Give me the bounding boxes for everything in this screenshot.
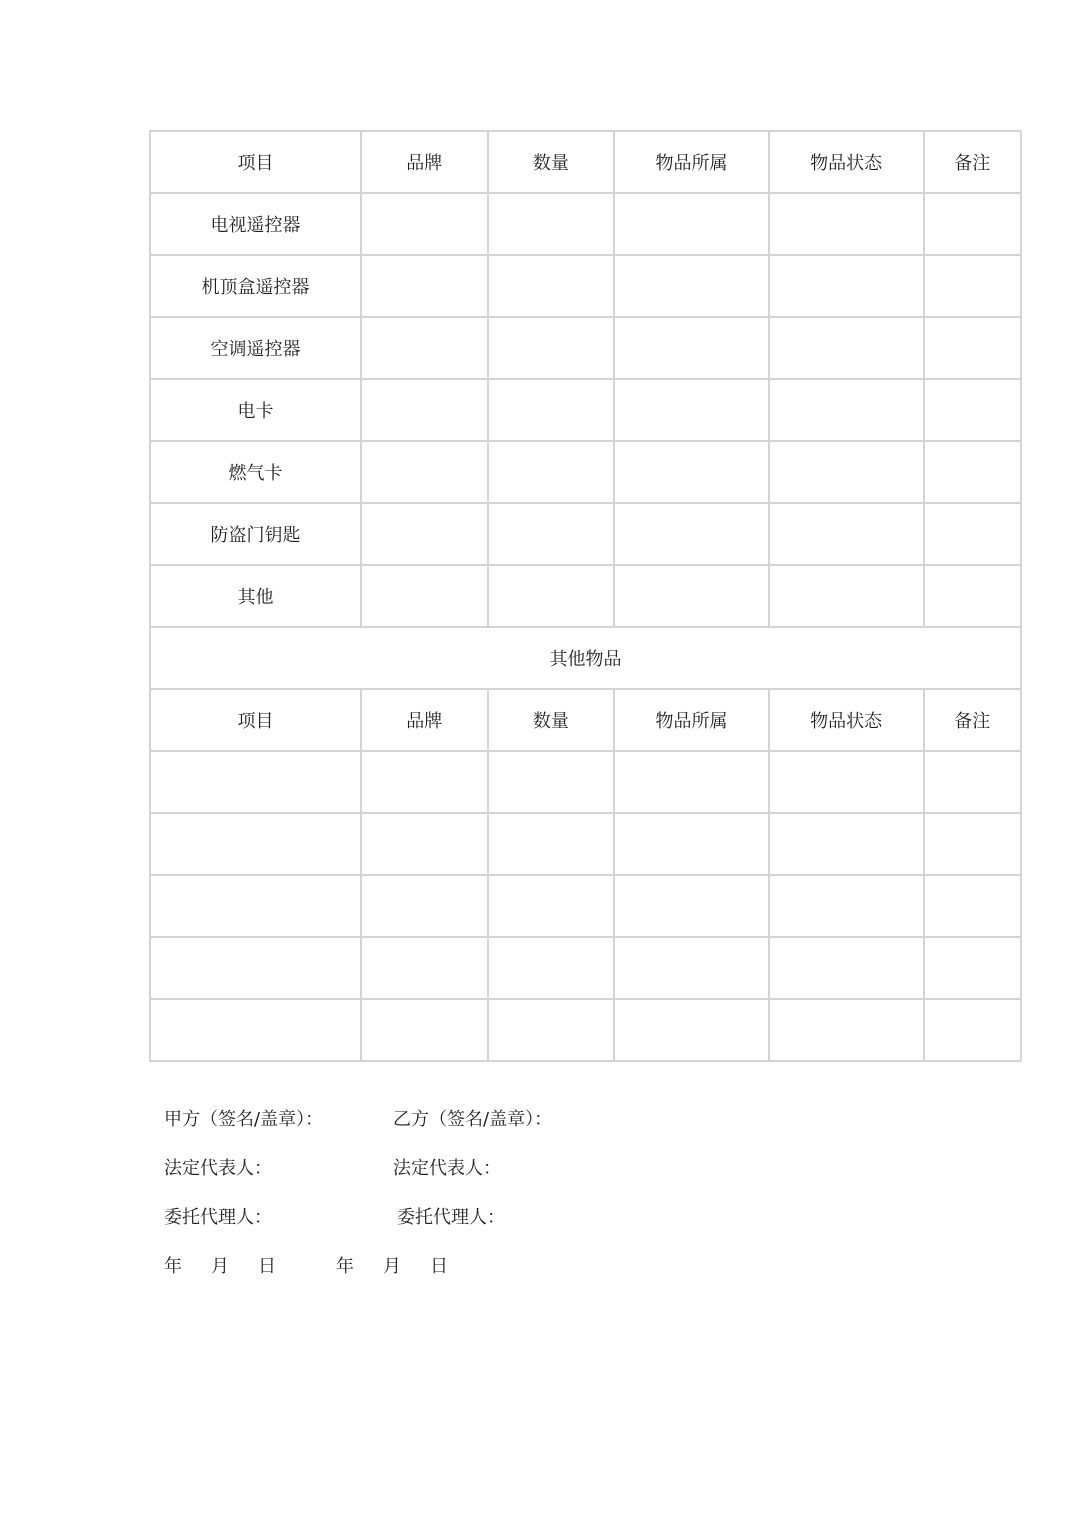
table-row — [150, 875, 1021, 937]
cell-owner[interactable] — [614, 751, 769, 813]
cell-owner[interactable] — [614, 255, 769, 317]
cell-status[interactable] — [769, 503, 924, 565]
cell-quantity[interactable] — [488, 937, 615, 999]
cell-status[interactable] — [769, 317, 924, 379]
cell-status[interactable] — [769, 813, 924, 875]
row-item-label: 电卡 — [150, 379, 361, 441]
header-quantity: 数量 — [488, 689, 615, 751]
cell-note[interactable] — [924, 379, 1021, 441]
header-note: 备注 — [924, 689, 1021, 751]
cell-note[interactable] — [924, 751, 1021, 813]
cell-brand[interactable] — [361, 503, 488, 565]
row-item-label: 防盗门钥匙 — [150, 503, 361, 565]
header-status: 物品状态 — [769, 131, 924, 193]
party-b-agent-label: 委托代理人： — [397, 1207, 505, 1228]
cell-quantity[interactable] — [488, 565, 615, 627]
cell-brand[interactable] — [361, 441, 488, 503]
cell-note[interactable] — [924, 813, 1021, 875]
cell-brand[interactable] — [361, 193, 488, 255]
row-item-label: 机顶盒遥控器 — [150, 255, 361, 317]
cell-note[interactable] — [924, 193, 1021, 255]
table-row — [150, 813, 1021, 875]
cell-owner[interactable] — [614, 999, 769, 1061]
cell-status[interactable] — [769, 441, 924, 503]
cell-owner[interactable] — [614, 875, 769, 937]
cell-note[interactable] — [924, 875, 1021, 937]
row-item-label: 空调遥控器 — [150, 317, 361, 379]
cell-brand[interactable] — [361, 565, 488, 627]
date-day: 日 — [258, 1256, 276, 1277]
section-title-row — [150, 627, 1021, 689]
table-row — [150, 751, 1021, 813]
cell-status[interactable] — [769, 379, 924, 441]
cell-owner[interactable] — [614, 379, 769, 441]
table-row — [150, 937, 1021, 999]
cell-status[interactable] — [769, 565, 924, 627]
table-row — [150, 255, 1021, 317]
section-title: 其他物品 — [150, 627, 1021, 689]
table-row — [150, 503, 1021, 565]
row-item-label: 其他 — [150, 565, 361, 627]
cell-note[interactable] — [924, 999, 1021, 1061]
cell-note[interactable] — [924, 317, 1021, 379]
cell-owner[interactable] — [614, 503, 769, 565]
cell-owner[interactable] — [614, 317, 769, 379]
cell-item[interactable] — [150, 813, 361, 875]
cell-note[interactable] — [924, 937, 1021, 999]
cell-status[interactable] — [769, 255, 924, 317]
date-month: 月 — [383, 1256, 401, 1277]
cell-brand[interactable] — [361, 937, 488, 999]
table-row — [150, 317, 1021, 379]
table-row — [150, 379, 1021, 441]
header-note: 备注 — [924, 131, 1021, 193]
cell-item[interactable] — [150, 999, 361, 1061]
cell-status[interactable] — [769, 937, 924, 999]
cell-quantity[interactable] — [488, 999, 615, 1061]
cell-owner[interactable] — [614, 441, 769, 503]
header-brand: 品牌 — [361, 131, 488, 193]
table-row — [150, 565, 1021, 627]
cell-brand[interactable] — [361, 999, 488, 1061]
cell-owner[interactable] — [614, 193, 769, 255]
inventory-table — [149, 130, 1022, 1062]
table-row — [150, 193, 1021, 255]
cell-owner[interactable] — [614, 565, 769, 627]
cell-quantity[interactable] — [488, 875, 615, 937]
party-b-signature-label: 乙方（签名/盖章）： — [393, 1109, 553, 1130]
date-day: 日 — [430, 1256, 448, 1277]
header-quantity: 数量 — [488, 131, 615, 193]
cell-note[interactable] — [924, 565, 1021, 627]
cell-quantity[interactable] — [488, 441, 615, 503]
party-a-legal-rep-label: 法定代表人： — [164, 1158, 272, 1179]
date-month: 月 — [211, 1256, 229, 1277]
cell-brand[interactable] — [361, 379, 488, 441]
cell-quantity[interactable] — [488, 317, 615, 379]
cell-quantity[interactable] — [488, 193, 615, 255]
date-year: 年 — [336, 1256, 354, 1277]
row-item-label: 燃气卡 — [150, 441, 361, 503]
cell-note[interactable] — [924, 255, 1021, 317]
cell-brand[interactable] — [361, 813, 488, 875]
header-status: 物品状态 — [769, 689, 924, 751]
cell-quantity[interactable] — [488, 255, 615, 317]
cell-brand[interactable] — [361, 317, 488, 379]
header-item: 项目 — [150, 689, 361, 751]
party-a-signature-label: 甲方（签名/盖章）： — [164, 1109, 324, 1130]
party-a-agent-label: 委托代理人： — [164, 1207, 272, 1228]
header-item: 项目 — [150, 131, 361, 193]
header-brand: 品牌 — [361, 689, 488, 751]
cell-status[interactable] — [769, 875, 924, 937]
party-b-legal-rep-label: 法定代表人： — [393, 1158, 501, 1179]
cell-quantity[interactable] — [488, 751, 615, 813]
cell-item[interactable] — [150, 875, 361, 937]
table-row — [150, 441, 1021, 503]
cell-status[interactable] — [769, 751, 924, 813]
table-row — [150, 999, 1021, 1061]
header-owner: 物品所属 — [614, 689, 769, 751]
cell-brand[interactable] — [361, 255, 488, 317]
cell-brand[interactable] — [361, 751, 488, 813]
cell-item[interactable] — [150, 751, 361, 813]
table-header-row — [150, 689, 1021, 751]
row-item-label: 电视遥控器 — [150, 193, 361, 255]
cell-owner[interactable] — [614, 813, 769, 875]
cell-note[interactable] — [924, 441, 1021, 503]
cell-quantity[interactable] — [488, 503, 615, 565]
cell-quantity[interactable] — [488, 813, 615, 875]
cell-note[interactable] — [924, 503, 1021, 565]
cell-status[interactable] — [769, 999, 924, 1061]
date-year: 年 — [164, 1256, 182, 1277]
cell-item[interactable] — [150, 937, 361, 999]
table-header-row — [150, 131, 1021, 193]
cell-quantity[interactable] — [488, 379, 615, 441]
cell-status[interactable] — [769, 193, 924, 255]
cell-owner[interactable] — [614, 937, 769, 999]
cell-brand[interactable] — [361, 875, 488, 937]
header-owner: 物品所属 — [614, 131, 769, 193]
